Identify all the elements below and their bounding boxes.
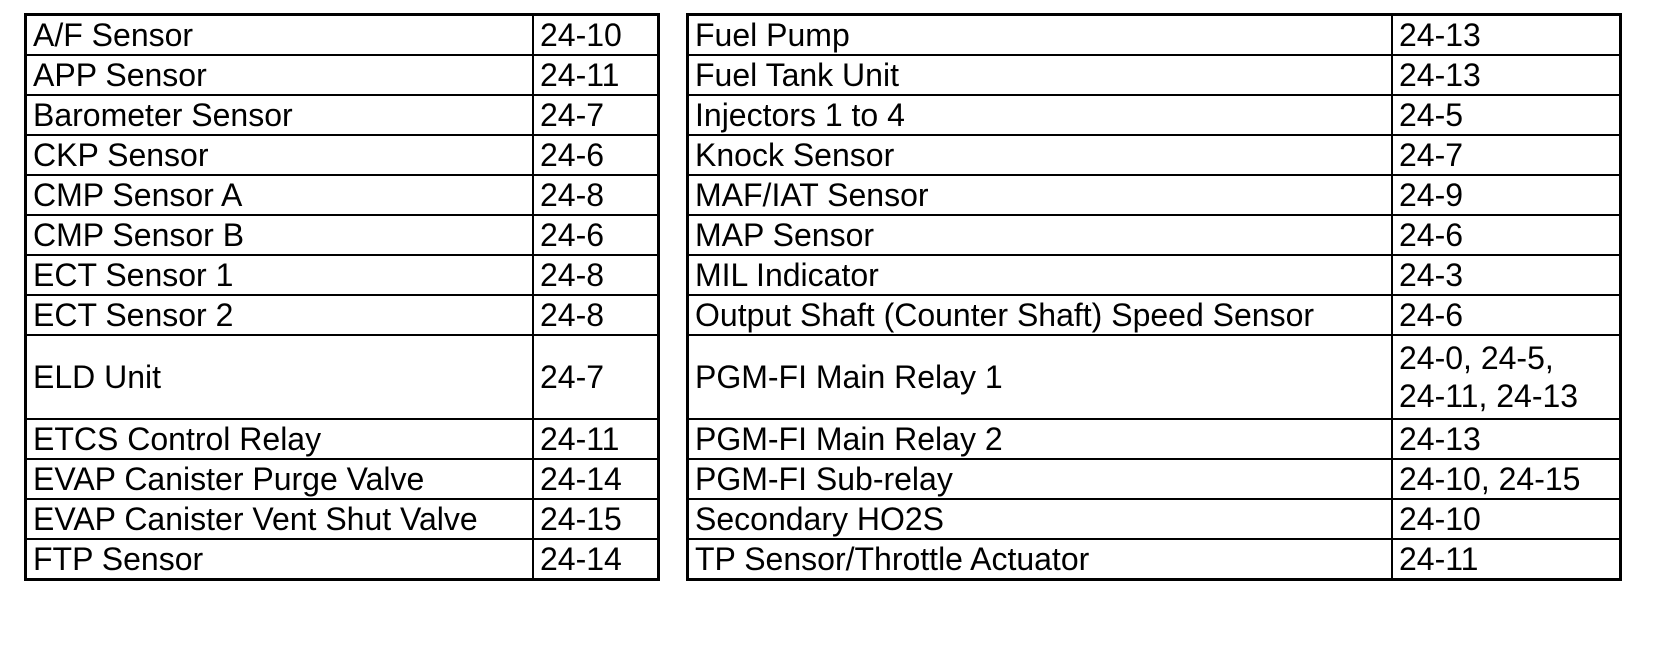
page-reference: 24-10: [1392, 499, 1621, 539]
component-name: A/F Sensor: [26, 15, 534, 56]
table-row: [688, 295, 1621, 335]
table-row: [26, 459, 659, 499]
component-name: Fuel Tank Unit: [688, 55, 1393, 95]
page-reference: 24-11: [533, 419, 659, 459]
component-name: EVAP Canister Vent Shut Valve: [26, 499, 534, 539]
table-row: [26, 539, 659, 580]
page-reference: 24-7: [533, 95, 659, 135]
table-row: [26, 15, 659, 56]
page-reference: 24-8: [533, 295, 659, 335]
table-row: [688, 215, 1621, 255]
page-reference: 24-13: [1392, 55, 1621, 95]
page-reference: 24-15: [533, 499, 659, 539]
page-reference: [1392, 335, 1621, 419]
table-row: [688, 459, 1621, 499]
component-name: APP Sensor: [26, 55, 534, 95]
component-name: Barometer Sensor: [26, 95, 534, 135]
component-name: Secondary HO2S: [688, 499, 1393, 539]
page-reference: 24-6: [1392, 215, 1621, 255]
table-row: [26, 95, 659, 135]
component-name: CMP Sensor B: [26, 215, 534, 255]
table-row: [26, 135, 659, 175]
table-row: [688, 15, 1621, 56]
table-row: [688, 135, 1621, 175]
table-row: [688, 95, 1621, 135]
page-reference: 24-3: [1392, 255, 1621, 295]
table-row: [26, 215, 659, 255]
page-reference: 24-8: [533, 175, 659, 215]
page-reference: 24-6: [533, 135, 659, 175]
component-name: CMP Sensor A: [26, 175, 534, 215]
component-name: EVAP Canister Purge Valve: [26, 459, 534, 499]
component-name: PGM-FI Sub-relay: [688, 459, 1393, 499]
table-row: [688, 499, 1621, 539]
table-row: [688, 335, 1621, 419]
page-reference: 24-7: [1392, 135, 1621, 175]
table-row: [688, 55, 1621, 95]
page-reference: 24-11: [1392, 539, 1621, 580]
component-name: CKP Sensor: [26, 135, 534, 175]
page-reference: 24-8: [533, 255, 659, 295]
table-row: [688, 419, 1621, 459]
table-row: [26, 255, 659, 295]
table-row: [26, 499, 659, 539]
component-name: Injectors 1 to 4: [688, 95, 1393, 135]
table-row: [688, 255, 1621, 295]
table-divider: [660, 13, 686, 581]
page-reference: 24-14: [533, 539, 659, 580]
table-row: [688, 175, 1621, 215]
table-row: [26, 295, 659, 335]
component-table-right: [686, 13, 1622, 581]
component-name: TP Sensor/Throttle Actuator: [688, 539, 1393, 580]
page-reference-line: 24-11, 24-13: [1399, 378, 1579, 414]
page-reference: 24-13: [1392, 15, 1621, 56]
page-reference: 24-6: [1392, 295, 1621, 335]
page-reference: 24-5: [1392, 95, 1621, 135]
page-reference: 24-10: [533, 15, 659, 56]
component-name: Knock Sensor: [688, 135, 1393, 175]
table-row: [26, 419, 659, 459]
component-name: MAF/IAT Sensor: [688, 175, 1393, 215]
component-name: PGM-FI Main Relay 1: [688, 335, 1393, 419]
component-name: PGM-FI Main Relay 2: [688, 419, 1393, 459]
page-reference: 24-10, 24-15: [1392, 459, 1621, 499]
table-row: [688, 539, 1621, 580]
page-reference: 24-13: [1392, 419, 1621, 459]
page-reference: 24-9: [1392, 175, 1621, 215]
component-name: FTP Sensor: [26, 539, 534, 580]
table-row: [26, 175, 659, 215]
component-name: ETCS Control Relay: [26, 419, 534, 459]
page-reference: 24-7: [533, 335, 659, 419]
table-row: [26, 55, 659, 95]
component-name: ELD Unit: [26, 335, 534, 419]
table-row: [26, 335, 659, 419]
component-name: Fuel Pump: [688, 15, 1393, 56]
page-reference: 24-11: [533, 55, 659, 95]
page-reference: 24-14: [533, 459, 659, 499]
component-name: ECT Sensor 2: [26, 295, 534, 335]
page-reference-line: 24-0, 24-5,: [1399, 340, 1554, 376]
component-name: ECT Sensor 1: [26, 255, 534, 295]
component-name: MAP Sensor: [688, 215, 1393, 255]
component-name: MIL Indicator: [688, 255, 1393, 295]
component-index: [24, 13, 1622, 581]
page-reference: 24-6: [533, 215, 659, 255]
component-table-left: [24, 13, 660, 581]
component-name: Output Shaft (Counter Shaft) Speed Sensor: [688, 295, 1393, 335]
